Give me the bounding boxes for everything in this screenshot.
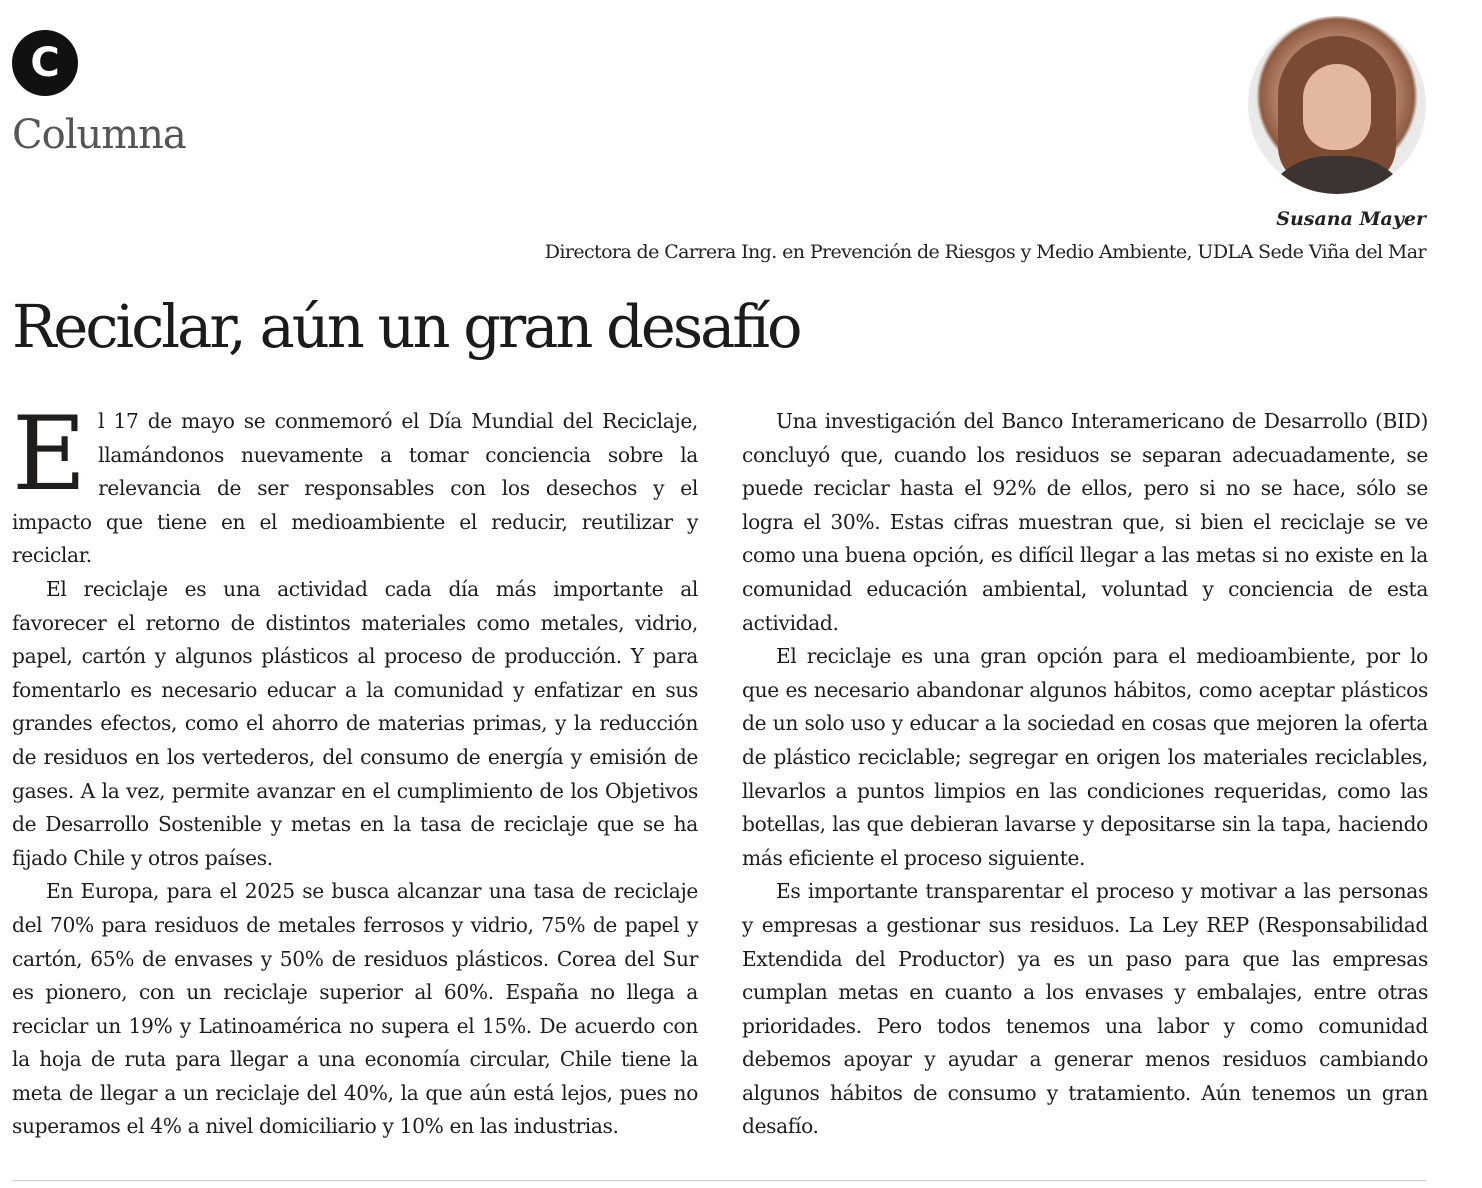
column-badge: C	[12, 30, 78, 96]
paragraph-5: El reciclaje es una gran opción para el medioambiente, por lo que es necesario abandonar algunos hábitos, como aceptar plásticos de un solo uso y educar a la sociedad en cosas que mejoren la oferta de plástico reciclable; segregar en origen los materiales reciclables, llevarlos a puntos limpios en las condiciones requeridas, como las botellas, las que debieran lavarse y depositarse sin la tapa, haciendo más eficiente el proceso siguiente.	[742, 644, 1428, 870]
paragraph-6: Es importante transparentar el proceso y motivar a las personas y empresas a gestionar sus residuos. La Ley REP (Responsabilidad Extendida del Productor) ya es un paso para que las empresas cumplan metas en cuanto a los envases y embalajes, entre otras prioridades. Pero todos tenemos una labor y como comunidad debemos apoyar y ayudar a generar menos residuos cambiando algunos hábitos de consumo y tratamiento. Aún tenemos un gran desafío.	[742, 879, 1428, 1139]
author-name: Susana Mayer	[1276, 208, 1426, 230]
author-photo-face	[1303, 64, 1371, 150]
paragraph-4: Una investigación del Banco Interamericano de Desarrollo (BID) concluyó que, cuando los residuos se separan adecuadamente, se puede reciclar hasta el 92% de ellos, pero si no se hace, sólo se logra el 30%. Estas cifras muestran que, si bien el reciclaje se ve como una buena opción, es difícil llegar a las metas si no existe en la comunidad educación ambiental, voluntad y conciencia de esta actividad.	[742, 409, 1428, 635]
bottom-rule	[12, 1180, 1426, 1181]
right-column	[742, 405, 1428, 1144]
left-column	[12, 395, 698, 1144]
paragraph-1-text: l 17 de mayo se conmemoró el Día Mundial del Reciclaje, llamándonos nuevamente a tomar conciencia sobre la relevancia de ser responsables con los desechos y el impacto que tiene en el medioambiente el reducir, reutilizar y reciclar.	[12, 409, 698, 568]
paragraph-3: En Europa, para el 2025 se busca alcanzar una tasa de reciclaje del 70% para residuos de metales ferrosos y vidrio, 75% de papel y cartón, 65% de envases y 50% de residuos plásticos. Corea del Sur es pionero, con un reciclaje superior al 60%. España no llega a reciclar un 19% y Latinoamérica no supera el 15%. De acuerdo con la hoja de ruta para llegar a una economía circular, Chile tiene la meta de llegar a un reciclaje del 40%, la que aún está lejos, pues no superamos el 4% a nivel domiciliario y 10% en las industrias.	[12, 879, 698, 1139]
paragraph-1	[12, 395, 698, 573]
drop-cap: E	[12, 395, 87, 514]
article-title: Reciclar, aún un gran desafío	[12, 292, 800, 361]
section-label: Columna	[12, 112, 186, 158]
author-photo	[1248, 16, 1426, 194]
paragraph-2: El reciclaje es una actividad cada día más importante al favorecer el retorno de distintos materiales como metales, vidrio, papel, cartón y algunos plásticos al proceso de producción. Y para fomentarlo es necesario educar a la comunidad y enfatizar en sus grandes efectos, como el ahorro de materias primas, y la reducción de residuos en los vertederos, del consumo de energía y emisión de gases. A la vez, permite avanzar en el cumplimiento de los Objetivos de Desarrollo Sostenible y metas en la tasa de reciclaje que se ha fijado Chile y otros países.	[12, 576, 698, 870]
author-role: Directora de Carrera Ing. en Prevención de Riesgos y Medio Ambiente, UDLA Sede Viña del Mar	[544, 241, 1426, 263]
